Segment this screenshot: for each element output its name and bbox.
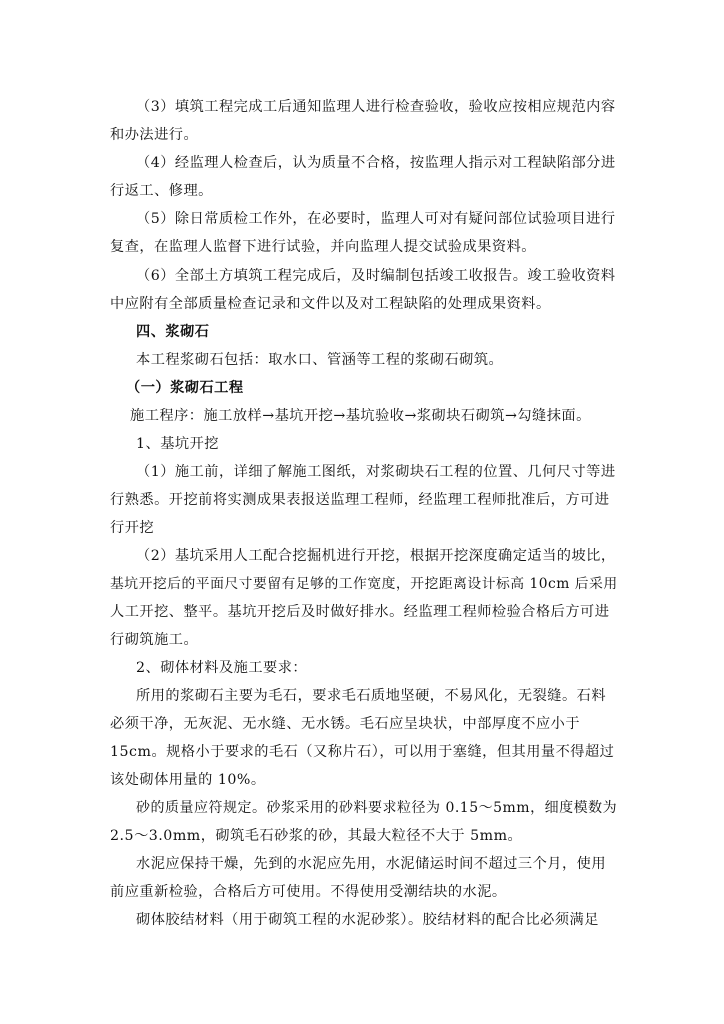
text-line: 基坑开挖后的平面尺寸要留有足够的工作宽度，开挖距离设计标高 10cm 后采用: [110, 576, 618, 592]
text-line: （4）经监理人检查后，认为质量不合格，按监理人指示对工程缺陷部分进: [136, 155, 616, 171]
text-line: （3）填筑工程完成工后通知监理人进行检查验收，验收应按相应规范内容: [136, 99, 616, 115]
text-line: 前应重新检验，合格后方可使用。不得使用受潮结块的水泥。: [110, 884, 507, 900]
text-line: （5）除日常质检工作外，在必要时，监理人可对有疑问部位试验项目进行: [136, 211, 616, 227]
text-line: 2.5～3.0mm，砌筑毛石砂浆的砂，其最大粒径不大于 5mm。: [110, 828, 523, 844]
text-line: 水泥应保持干燥，先到的水泥应先用，水泥储运时间不超过三个月，使用: [136, 856, 607, 872]
item-heading: 2、砌体材料及施工要求：: [136, 660, 308, 676]
text-line: 砌体胶结材料（用于砌筑工程的水泥砂浆）。胶结材料的配合比必须满足: [136, 912, 599, 928]
text-line: 砂的质量应符规定。砂浆采用的砂料要求粒径为 0.15～5mm，细度模数为: [136, 800, 618, 816]
text-line: （2）基坑采用人工配合挖掘机进行开挖，根据开挖深度确定适当的坡比，: [136, 548, 616, 564]
text-line: 施工程序：施工放样→基坑开挖→基坑验收→浆砌块石砌筑→勾缝抹面。: [130, 408, 591, 424]
text-line: 该处砌体用量的 10%。: [110, 772, 266, 788]
text-line: 所用的浆砌石主要为毛石，要求毛石质地坚硬，不易风化，无裂缝。石料: [136, 688, 607, 704]
subsection-heading: （一）浆砌石工程: [126, 380, 244, 396]
text-line: 人工开挖、整平。基坑开挖后及时做好排水。经监理工程师检验合格后方可进: [110, 604, 610, 620]
text-line: 本工程浆砌石包括：取水口、管涵等工程的浆砌石砌筑。: [136, 352, 504, 368]
text-line: 和办法进行。: [110, 127, 199, 143]
text-line: 行开挖: [110, 520, 155, 536]
text-line: 行砌筑施工。: [110, 632, 199, 648]
text-line: 行返工、修理。: [110, 183, 213, 199]
text-line: （6）全部土方填筑工程完成后，及时编制包括竣工收报告。竣工验收资料: [136, 268, 616, 284]
section-heading: 四、浆砌石: [136, 324, 210, 340]
text-line: 行熟悉。开挖前将实测成果表报送监理工程师，经监理工程师批准后，方可进: [110, 492, 610, 508]
text-line: 复查，在监理人监督下进行试验，并向监理人提交试验成果资料。: [110, 239, 536, 255]
item-heading: 1、基坑开挖: [136, 436, 219, 452]
text-line: 15cm。规格小于要求的毛石（又称片石），可以用于塞缝，但其用量不得超过: [110, 744, 615, 760]
text-line: 中应附有全部质量检查记录和文件以及对工程缺陷的处理成果资料。: [110, 296, 551, 312]
text-line: 必须干净，无灰泥、无水缝、无水锈。毛石应呈块状，中部厚度不应小于: [110, 716, 581, 732]
text-line: （1）施工前，详细了解施工图纸，对浆砌块石工程的位置、几何尺寸等进: [136, 464, 616, 480]
